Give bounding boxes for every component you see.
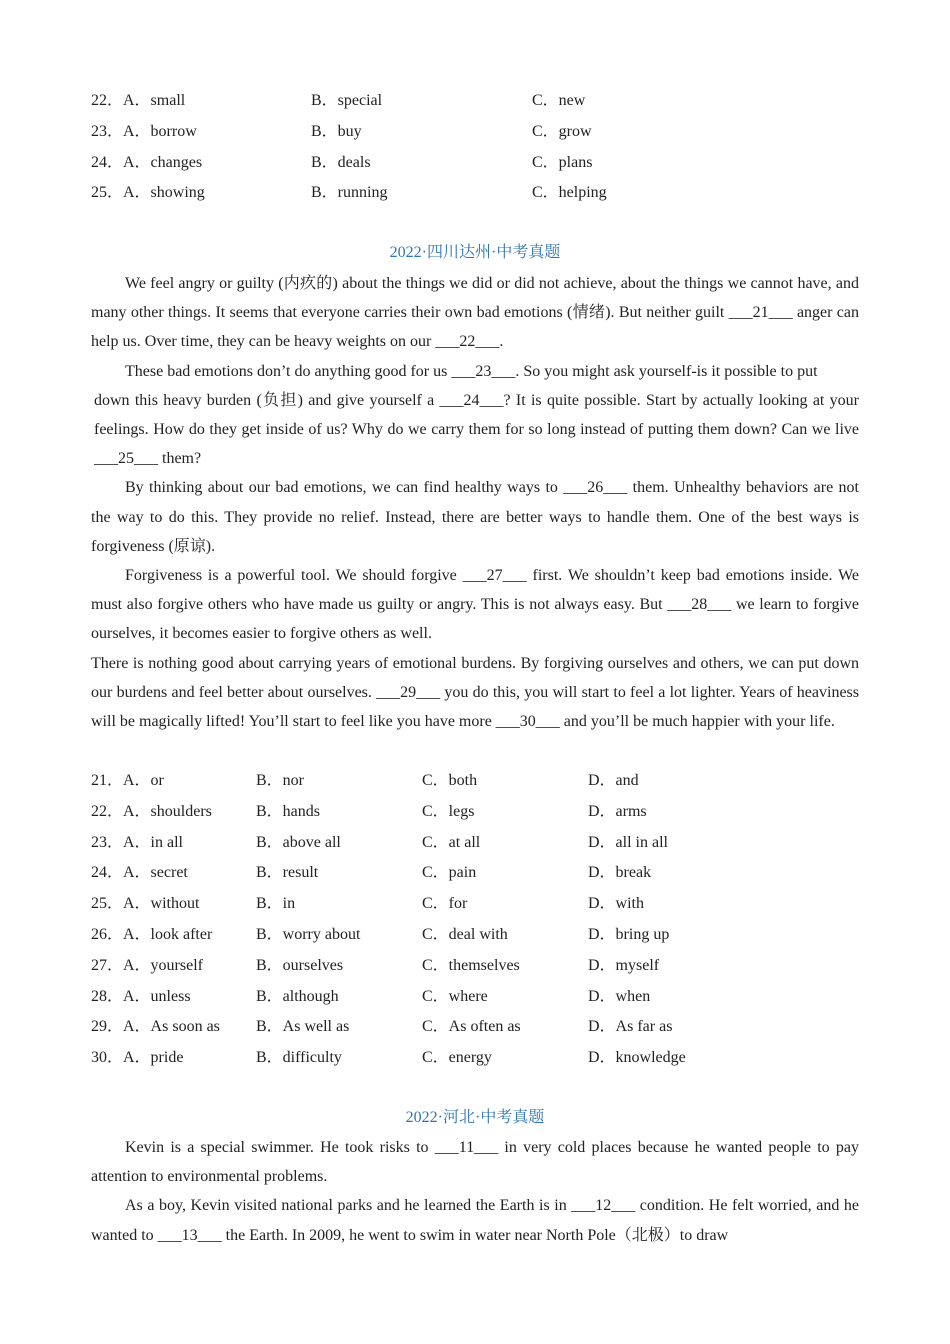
option-d: D．As far as: [588, 1018, 673, 1036]
question-number: 30．: [91, 1049, 124, 1067]
option-d: D．with: [588, 895, 645, 913]
options-section1: [91, 766, 861, 1074]
option-c: C．As often as: [422, 1018, 521, 1036]
option-c: C．pain: [422, 864, 477, 882]
option-b: B．hands: [256, 802, 321, 820]
option-b: B．special: [311, 92, 383, 109]
option-b: B．As well as: [256, 1018, 350, 1036]
option-c: C．plans: [532, 153, 593, 171]
passage: [91, 1133, 859, 1250]
option-c: C．themselves: [422, 956, 520, 974]
option-b: B．result: [256, 864, 319, 882]
option-b: B．ourselves: [256, 956, 344, 974]
option-a: A．shoulders: [123, 802, 212, 820]
question-number: 29．: [91, 1018, 124, 1036]
option-a: A．pride: [123, 1049, 184, 1067]
option-a: A．without: [123, 895, 200, 913]
option-b: B．although: [256, 987, 339, 1005]
paragraph: By thinking about our bad emotions, we can find healthy ways to ___26___ them. Unhealthy behaviors are not the way to do this. They provide no relief. Instead, there are better ways to handle them. One of the best ways is forgiveness (原谅).: [91, 479, 859, 555]
option-d: D．bring up: [588, 925, 670, 943]
section-heading: 2022·四川达州·中考真题: [389, 244, 561, 261]
option-a: A．borrow: [123, 122, 197, 140]
option-d: D．all in all: [588, 833, 668, 851]
paragraph: down this heavy burden (负担) and give yourself a ___24___? It is quite possible. Start by actually looking at your feelings. How do they get inside of us? Why do we carry them for so long instead of putting them down? Can we live ___25___ them?: [94, 391, 859, 468]
option-b: B．above all: [256, 833, 341, 851]
option-a: A．showing: [123, 184, 205, 202]
question-number: 24．: [91, 864, 124, 882]
option-a: A．secret: [123, 864, 188, 882]
question-number: 21．: [91, 772, 124, 789]
option-b: B．nor: [256, 772, 305, 789]
option-row: [91, 920, 861, 951]
option-d: D．break: [588, 864, 652, 882]
question-number: 24．: [91, 153, 124, 171]
question-number: 25．: [91, 184, 124, 202]
option-a: A．look after: [123, 925, 213, 943]
section-heading: 2022·河北·中考真题: [405, 1109, 545, 1126]
question-number: 22．: [91, 92, 124, 109]
option-d: D．myself: [588, 956, 660, 974]
paragraph: These bad emotions don’t do anything good for us ___23___. So you might ask yourself-is it possible to put: [125, 362, 818, 380]
option-d: D．and: [588, 772, 639, 789]
question-number: 26．: [91, 925, 124, 943]
option-row: [91, 766, 861, 797]
option-a: A．or: [123, 772, 164, 789]
option-a: A．in all: [123, 833, 183, 851]
option-b: B．running: [311, 184, 388, 202]
question-number: 23．: [91, 122, 124, 140]
option-row: [91, 1012, 861, 1043]
option-c: C．helping: [532, 184, 607, 202]
question-number: 28．: [91, 987, 124, 1005]
option-b: B．difficulty: [256, 1049, 342, 1067]
question-number: 22．: [91, 802, 124, 820]
option-row: [91, 178, 861, 209]
option-c: C．both: [422, 772, 478, 789]
passage: [91, 269, 859, 736]
option-a: A．small: [123, 92, 186, 109]
option-c: C．where: [422, 987, 488, 1005]
option-b: B．deals: [311, 153, 371, 171]
option-row: [91, 86, 861, 117]
option-row: [91, 951, 861, 982]
option-row: [91, 858, 861, 889]
option-row: [91, 982, 861, 1013]
question-number: 23．: [91, 833, 124, 851]
paragraph: We feel angry or guilty (内疚的) about the things we did or did not achieve, about the things we cannot have, and many other things. It seems that everyone carries their own bad emotions (情绪). But neither guilt ___21___ anger can help us. Over time, they can be heavy weights on our ___22___.: [91, 275, 859, 351]
option-a: A．changes: [123, 153, 203, 171]
option-row: [91, 797, 861, 828]
option-c: C．for: [422, 895, 468, 913]
option-a: A．unless: [123, 987, 191, 1005]
option-d: D．knowledge: [588, 1049, 686, 1067]
paragraph: As a boy, Kevin visited national parks and he learned the Earth is in ___12___ condition. He felt worried, and he wanted to ___13___ the Earth. In 2009, he went to swim in water near North Pole（北极）to draw: [91, 1197, 859, 1244]
option-c: C．at all: [422, 833, 481, 851]
option-c: C．new: [532, 92, 586, 109]
question-number: 25．: [91, 895, 124, 913]
paragraph: There is nothing good about carrying years of emotional burdens. By forgiving ourselves and others, we can put down our burdens and feel better about ourselves. ___29___ you do this, you will start to feel a lot lighter. Years of heaviness will be magically lifted! You’ll start to feel like you have more ___30___ and you’ll be much happier with your life.: [91, 654, 859, 731]
option-c: C．energy: [422, 1049, 492, 1067]
option-row: [91, 117, 861, 148]
option-a: A．As soon as: [123, 1018, 220, 1036]
option-c: C．legs: [422, 802, 475, 820]
options-top: [91, 86, 861, 209]
option-row: [91, 828, 861, 859]
option-c: C．grow: [532, 122, 592, 140]
option-d: D．when: [588, 987, 651, 1005]
option-a: A．yourself: [123, 956, 203, 974]
option-b: B．buy: [311, 122, 362, 140]
question-number: 27．: [91, 956, 124, 974]
paragraph: Kevin is a special swimmer. He took risks to ___11___ in very cold places because he wanted people to pay attention to environmental problems.: [91, 1139, 859, 1186]
option-b: B．worry about: [256, 925, 361, 943]
option-c: C．deal with: [422, 925, 508, 943]
option-row: [91, 889, 861, 920]
option-d: D．arms: [588, 802, 647, 820]
option-row: [91, 1043, 861, 1074]
option-b: B．in: [256, 895, 296, 913]
option-row: [91, 148, 861, 179]
paragraph: Forgiveness is a powerful tool. We should forgive ___27___ first. We shouldn’t keep bad emotions inside. We must also forgive others who have made us guilty or angry. This is not always easy. But ___28___ we learn to forgive ourselves, it becomes easier to forgive others as well.: [91, 567, 859, 643]
